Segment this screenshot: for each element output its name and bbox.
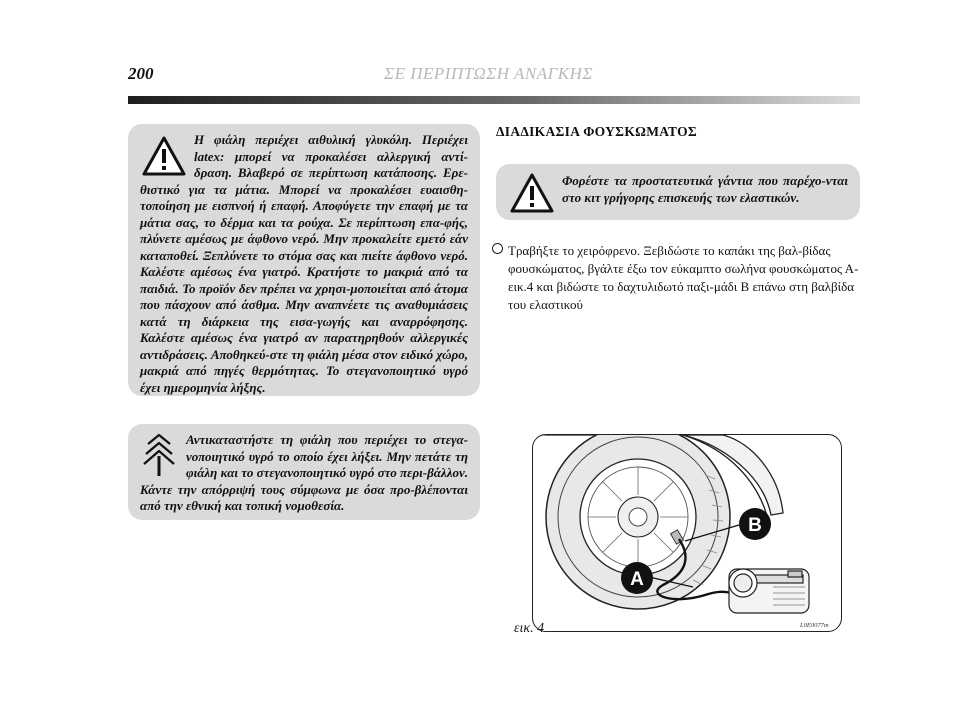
environment-text: Αντικαταστήστε τη φιάλη που περιέχει το στεγα-νοποιητικό υγρό το οποίο έχει λήξει. Μην πετάτε τη φιάλη και το στεγανοποιητικό υγρό στο περι-βάλλον. Κάντε την απόρριψή τους σύμφωνα με όσα προ-βλέπονται από την εθνική και τοπική νομοθεσία. xyxy=(140,432,468,513)
header-rule xyxy=(128,96,860,104)
figure-caption: εικ. 4 xyxy=(514,621,545,636)
environment-tree-icon xyxy=(142,432,176,478)
warning-note-box xyxy=(128,124,480,396)
step-text: Τραβήξτε το χειρόφρενο. Ξεβιδώστε το καπάκι της βαλ-βίδας φουσκώματος, βγάλτε έξω τον εύκαμπτο σωλήνα φουσκώματος Α-εικ.4 και βιδώστε το δαχτυλιδωτό παξι-μάδι Β επάνω στη βαλβίδα του ελαστικού xyxy=(508,243,859,312)
warning-triangle-icon xyxy=(142,136,186,176)
label-a: A xyxy=(630,569,644,590)
label-b: B xyxy=(748,515,762,536)
gloves-warning-text: Φορέστε τα προστατευτικά γάντια που παρέχο-νται στο κιτ γρήγορης επισκευής των ελαστικών. xyxy=(562,173,848,205)
procedure-title: ΔΙΑΔΙΚΑΣΙΑ ΦΟΥΣΚΩΜΑΤΟΣ xyxy=(496,124,697,139)
figure-4-illustration xyxy=(532,434,842,632)
warning-triangle-icon xyxy=(510,173,554,213)
page-number: 200 xyxy=(128,64,154,83)
bullet-circle-icon xyxy=(492,243,503,254)
page-header-title: ΣΕ ΠΕΡΙΠΤΩΣΗ ΑΝΑΓΚΗΣ xyxy=(384,64,593,83)
environment-note-box xyxy=(128,424,480,520)
step-paragraph xyxy=(508,242,860,314)
tire-compressor-drawing xyxy=(533,435,841,631)
figure-code: L0E0077m xyxy=(800,622,829,629)
warning-text: Η φιάλη περιέχει αιθυλική γλυκόλη. Περιέχει latex: μπορεί να προκαλέσει αλλεργική αντί-δραση. Βλαβερό σε περίπτωση κατάποσης. Ερε-θιστικό για τα μάτια. Μπορεί να προκαλέσει ευαισθη-τοποίηση με εισπνοή ή επαφή. Αποφύγετε την επαφή με τα μάτια σας, το δέρμα και τα ρούχα. Σε περίπτωση επα-φής, πλύνετε αμέσως με άφθονο νερό. Μην προκαλείτε εμετό εάν καταποθεί. Ξεπλύνετε το στόμα σας και πιείτε άφθονο νερό. Καλέστε αμέσως ένα γιατρό. Κρατήστε το μακριά από τα παιδιά. Το προϊόν δεν πρέπει να χρησι-μοποιείται από άτομα που πάσχουν από άσθμα. Μην αναπνέετε τις αναθυμιάσεις κατά τη διάρκεια της εισα-γωγής και αναρρόφησης. Καλέστε αμέσως ένα γιατρό αν παρατηρηθούν αλλεργικές αντιδράσεις. Αποθηκεύ-στε τη φιάλη μέσα στον ειδικό χώρο, μακριά από πηγές θερμότητας. Το στεγανοποιητικό υγρό έχει ημερομηνία λήξης. xyxy=(140,132,468,395)
gloves-warning-box xyxy=(496,164,860,220)
